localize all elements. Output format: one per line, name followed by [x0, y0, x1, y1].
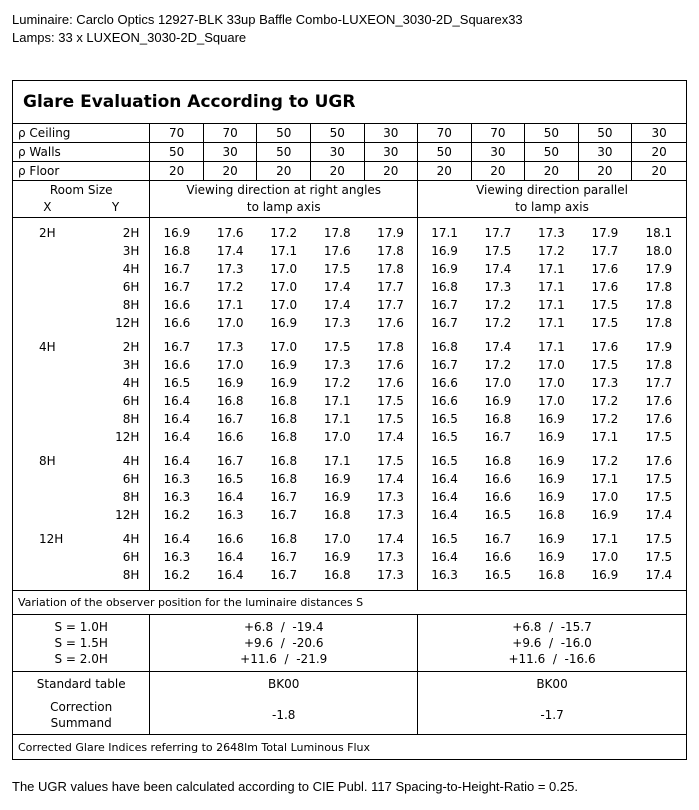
room-y-label: 3H: [122, 244, 140, 258]
ugr-value: 17.0: [216, 316, 244, 330]
ugr-value: 16.4: [150, 428, 204, 446]
y-label: Y: [111, 200, 120, 214]
reflectance-value: 20: [310, 162, 364, 181]
ugr-value: 16.4: [418, 470, 472, 488]
reflectance-value: 50: [525, 124, 579, 143]
ugr-value: 17.7: [377, 280, 404, 294]
ugr-value: 17.6: [216, 226, 244, 240]
ugr-value: 16.8: [538, 508, 565, 522]
ugr-value: 16.2: [150, 566, 204, 584]
ugr-value: 16.9: [538, 490, 565, 504]
ugr-value: 17.6: [377, 358, 404, 372]
reflectance-value: 50: [150, 143, 204, 162]
room-y-label: 6H: [122, 550, 140, 564]
ugr-value: 16.9: [323, 472, 351, 486]
room-y-label: 8H: [122, 568, 140, 582]
ugr-value: 16.8: [216, 394, 244, 408]
room-y-label: 4H: [122, 454, 140, 468]
ugr-value: 17.2: [216, 280, 244, 294]
ugr-value: 16.9: [270, 376, 298, 390]
luminaire-label: Luminaire: Carclo Optics 12927-BLK 33up Baffle Combo-LUXEON_3030-2D_Squarex33: [12, 12, 523, 27]
ugr-value: 16.6: [150, 356, 204, 374]
calculation-note: The UGR values have been calculated according to CIE Publ. 117 Spacing-to-Height-Ratio = 0.25.: [12, 779, 578, 794]
ugr-value: 16.7: [418, 356, 472, 374]
ugr-value: 17.5: [377, 394, 404, 408]
variation-right-angles: +9.6 / -20.6: [150, 635, 418, 651]
ugr-value: 16.6: [216, 532, 244, 546]
ugr-value: 16.9: [216, 376, 244, 390]
x-label: X: [43, 200, 52, 214]
ugr-value: 17.6: [645, 412, 673, 426]
ugr-value: 16.7: [216, 412, 244, 426]
ugr-value: 17.0: [538, 376, 565, 390]
ugr-value: 16.8: [270, 394, 298, 408]
ugr-value: 16.9: [418, 260, 472, 278]
ugr-value: 16.3: [216, 508, 244, 522]
ugr-value: 16.9: [538, 412, 565, 426]
correction-parallel: -1.7: [418, 696, 687, 735]
variation-parallel: +9.6 / -16.0: [418, 635, 687, 651]
ugr-value: 17.1: [323, 394, 351, 408]
ugr-value: 17.3: [377, 568, 404, 582]
room-size-label: Room Size: [49, 183, 113, 197]
ugr-value: 16.8: [418, 338, 472, 356]
reflectance-value: 50: [578, 124, 632, 143]
ugr-value: 17.1: [538, 262, 565, 276]
ugr-value: 17.8: [645, 358, 673, 372]
ugr-value: 17.8: [377, 244, 404, 258]
ugr-value: 16.9: [323, 490, 351, 504]
ugr-value: 17.4: [323, 280, 351, 294]
ugr-value: 17.2: [484, 298, 512, 312]
reflectance-value: 70: [203, 124, 257, 143]
ugr-value: 16.7: [270, 508, 298, 522]
reflectance-value: 20: [525, 162, 579, 181]
reflectance-value: 20: [257, 162, 311, 181]
direction-right-angles-header: [150, 181, 418, 218]
ugr-value: 17.3: [377, 508, 404, 522]
reflectance-value: 50: [257, 143, 311, 162]
ugr-value: 17.3: [591, 376, 619, 390]
ugr-value: 16.8: [484, 454, 512, 468]
ugr-value: 16.5: [418, 530, 472, 548]
ugr-value: 17.3: [484, 280, 512, 294]
lamps-label: Lamps: 33 x LUXEON_3030-2D_Square: [12, 30, 247, 45]
ugr-value: 16.4: [418, 506, 472, 524]
variation-right-angles: +11.6 / -21.9: [150, 651, 418, 672]
direction-line: Viewing direction at right angles: [186, 183, 382, 197]
room-size-header: [13, 181, 150, 218]
variation-label: Variation of the observer position for the luminaire distances S: [13, 591, 687, 615]
room-x-label: 2H: [39, 226, 56, 240]
ugr-value: 16.8: [484, 412, 512, 426]
reflectance-label: ρ Floor: [13, 162, 150, 181]
ugr-value: 17.0: [216, 358, 244, 372]
ugr-value: 17.6: [377, 376, 404, 390]
ugr-value: 16.6: [484, 472, 512, 486]
ugr-value: 16.4: [216, 568, 244, 582]
ugr-value: 17.1: [591, 472, 619, 486]
room-x-label: 8H: [39, 454, 56, 468]
ugr-value: 16.6: [418, 374, 472, 392]
reflectance-value: 20: [578, 162, 632, 181]
ugr-value: 17.3: [216, 340, 244, 354]
reflectance-value: 20: [203, 162, 257, 181]
ugr-value: 16.6: [484, 490, 512, 504]
ugr-value: 17.6: [591, 280, 619, 294]
ugr-value: 18.1: [645, 226, 673, 240]
ugr-value: 17.3: [377, 490, 404, 504]
ugr-value: 16.8: [418, 278, 472, 296]
ugr-value: 16.9: [591, 508, 619, 522]
reflectance-value: 30: [471, 143, 525, 162]
ugr-value: 17.6: [377, 316, 404, 330]
ugr-value: 17.1: [323, 454, 351, 468]
ugr-value: 17.9: [645, 340, 673, 354]
ugr-value: 16.5: [484, 568, 512, 582]
ugr-value: 17.1: [538, 340, 565, 354]
ugr-value: 16.8: [270, 532, 298, 546]
ugr-value: 16.7: [150, 278, 204, 296]
ugr-value: 17.1: [270, 244, 298, 258]
correction-line: Correction: [50, 700, 113, 714]
reflectance-value: 30: [310, 143, 364, 162]
ugr-value: 16.7: [216, 454, 244, 468]
room-x-label: 12H: [39, 532, 64, 546]
reflectance-value: 50: [310, 124, 364, 143]
reflectance-value: 30: [364, 143, 418, 162]
ugr-value: 17.5: [645, 430, 673, 444]
ugr-value: 16.9: [538, 472, 565, 486]
reflectance-value: 20: [632, 162, 687, 181]
ugr-value: 17.6: [591, 340, 619, 354]
ugr-value: 17.3: [216, 262, 244, 276]
ugr-value: 16.8: [270, 454, 298, 468]
ugr-value: 17.3: [538, 226, 565, 240]
ugr-value: 17.1: [591, 532, 619, 546]
ugr-value: 16.9: [591, 568, 619, 582]
ugr-value: 16.9: [484, 394, 512, 408]
ugr-value: 16.3: [150, 470, 204, 488]
ugr-value: 16.8: [323, 508, 351, 522]
ugr-value: 16.7: [270, 568, 298, 582]
ugr-value: 17.3: [323, 358, 351, 372]
room-y-label: 8H: [122, 490, 140, 504]
room-x-label: 4H: [39, 340, 56, 354]
ugr-value: 17.0: [270, 262, 298, 276]
reflectance-value: 70: [471, 124, 525, 143]
ugr-value: 17.2: [591, 412, 619, 426]
ugr-value: 16.4: [150, 530, 204, 548]
ugr-value: 17.8: [645, 298, 673, 312]
ugr-value: 17.0: [538, 394, 565, 408]
ugr-value: 17.2: [484, 358, 512, 372]
ugr-value: 16.9: [538, 454, 565, 468]
ugr-value: 16.7: [270, 550, 298, 564]
ugr-value: 16.9: [418, 242, 472, 260]
ugr-value: 17.5: [323, 340, 351, 354]
ugr-value: 17.4: [216, 244, 244, 258]
ugr-value: 16.5: [150, 374, 204, 392]
ugr-value: 16.7: [418, 296, 472, 314]
ugr-value: 16.8: [323, 568, 351, 582]
ugr-value: 16.7: [270, 490, 298, 504]
room-y-label: 2H: [122, 340, 140, 354]
ugr-value: 16.6: [418, 392, 472, 410]
ugr-value: 17.6: [645, 394, 673, 408]
room-y-label: 12H: [115, 430, 140, 444]
ugr-value: 16.4: [216, 490, 244, 504]
ugr-value: 17.5: [591, 358, 619, 372]
ugr-value: 17.5: [377, 412, 404, 426]
ugr-value: 17.3: [323, 316, 351, 330]
ugr-value: 16.3: [418, 566, 472, 584]
ugr-value: 17.5: [645, 550, 673, 564]
ugr-value: 17.5: [591, 298, 619, 312]
ugr-value: 17.4: [645, 508, 673, 522]
ugr-value: 16.3: [150, 548, 204, 566]
ugr-value: 16.4: [418, 548, 472, 566]
ugr-value: 16.8: [270, 472, 298, 486]
ugr-value: 17.0: [591, 490, 619, 504]
reflectance-value: 30: [203, 143, 257, 162]
variation-parallel: +6.8 / -15.7: [418, 615, 687, 636]
xy-labels: [13, 199, 149, 216]
ugr-value: 16.5: [216, 472, 244, 486]
room-y-label: 4H: [122, 532, 140, 546]
ugr-value: 16.4: [150, 392, 204, 410]
ugr-value: 16.7: [150, 260, 204, 278]
ugr-value: 17.5: [645, 532, 673, 546]
ugr-value: 16.6: [216, 430, 244, 444]
room-y-label: 8H: [122, 298, 140, 312]
ugr-value: 17.8: [377, 262, 404, 276]
reflectance-value: 20: [418, 162, 472, 181]
ugr-value: 17.0: [323, 430, 351, 444]
ugr-value: 16.6: [150, 314, 204, 332]
standard-table-label: Standard table: [13, 672, 150, 697]
ugr-value: 16.8: [270, 430, 298, 444]
ugr-value: 17.0: [270, 280, 298, 294]
reflectance-value: 50: [257, 124, 311, 143]
ugr-value: 17.9: [377, 226, 404, 240]
spacing-label: S = 1.0H: [13, 615, 150, 636]
direction-parallel-header: [418, 181, 687, 218]
ugr-value: 17.4: [484, 340, 512, 354]
reflectance-value: 30: [578, 143, 632, 162]
direction-line: to lamp axis: [246, 200, 321, 214]
ugr-value: 16.8: [150, 242, 204, 260]
ugr-value: 17.8: [323, 226, 351, 240]
reflectance-value: 20: [150, 162, 204, 181]
ugr-value: 17.1: [323, 412, 351, 426]
room-y-label: 8H: [122, 412, 140, 426]
ugr-value: 17.7: [484, 226, 512, 240]
ugr-value: 17.2: [323, 376, 351, 390]
ugr-value: 17.1: [591, 430, 619, 444]
ugr-value: 17.0: [484, 376, 512, 390]
flux-footer: Corrected Glare Indices referring to 2648lm Total Luminous Flux: [13, 735, 687, 760]
ugr-value: 16.4: [216, 550, 244, 564]
ugr-value: 17.2: [538, 244, 565, 258]
ugr-value: 17.2: [591, 394, 619, 408]
ugr-value: 17.6: [323, 244, 351, 258]
ugr-value: 16.9: [538, 550, 565, 564]
ugr-value: 16.4: [150, 452, 204, 470]
ugr-value: 16.4: [150, 410, 204, 428]
ugr-value: 16.2: [150, 506, 204, 524]
reflectance-value: 20: [471, 162, 525, 181]
room-y-label: 6H: [122, 394, 140, 408]
ugr-value: 17.0: [538, 358, 565, 372]
room-y-label: 12H: [115, 316, 140, 330]
ugr-value: 16.6: [484, 550, 512, 564]
reflectance-value: 20: [632, 143, 687, 162]
ugr-value: 16.8: [270, 412, 298, 426]
reflectance-label: ρ Walls: [13, 143, 150, 162]
ugr-value: 17.8: [377, 340, 404, 354]
ugr-value: 16.5: [484, 508, 512, 522]
ugr-value: 16.9: [538, 532, 565, 546]
ugr-value: 16.9: [150, 224, 204, 242]
ugr-value: 16.5: [418, 428, 472, 446]
ugr-value: 16.7: [150, 338, 204, 356]
room-y-label: 4H: [122, 262, 140, 276]
room-y-label: 2H: [122, 226, 140, 240]
ugr-value: 17.4: [377, 430, 404, 444]
ugr-value: 17.8: [645, 280, 673, 294]
reflectance-value: 50: [525, 143, 579, 162]
room-y-label: 4H: [122, 376, 140, 390]
direction-line: Viewing direction parallel: [476, 183, 628, 197]
ugr-value: 16.5: [418, 410, 472, 428]
ugr-value: 17.5: [377, 454, 404, 468]
ugr-value: 17.5: [645, 490, 673, 504]
correction-summand-label: [13, 696, 150, 735]
reflectance-value: 30: [632, 124, 687, 143]
ugr-value: 17.4: [484, 262, 512, 276]
ugr-value: 17.7: [377, 298, 404, 312]
variation-parallel: +11.6 / -16.6: [418, 651, 687, 672]
ugr-value: 17.1: [216, 298, 244, 312]
ugr-value: 16.7: [484, 532, 512, 546]
ugr-value: 17.1: [538, 280, 565, 294]
variation-right-angles: +6.8 / -19.4: [150, 615, 418, 636]
standard-table-parallel: BK00: [418, 672, 687, 697]
ugr-value: 16.4: [418, 488, 472, 506]
ugr-value: 17.6: [591, 262, 619, 276]
ugr-value: 16.8: [538, 568, 565, 582]
ugr-value: 17.6: [645, 454, 673, 468]
ugr-value: 17.5: [645, 472, 673, 486]
ugr-value: 17.5: [591, 316, 619, 330]
ugr-value: 17.1: [538, 316, 565, 330]
room-y-label: 12H: [115, 508, 140, 522]
room-y-label: 3H: [122, 358, 140, 372]
ugr-value: 16.9: [270, 316, 298, 330]
ugr-value: 17.0: [270, 298, 298, 312]
ugr-value: 17.1: [538, 298, 565, 312]
ugr-value: 17.8: [645, 316, 673, 330]
room-y-label: 6H: [122, 472, 140, 486]
ugr-value: 16.9: [323, 550, 351, 564]
ugr-value: 17.5: [484, 244, 512, 258]
reflectance-value: 70: [418, 124, 472, 143]
ugr-value: 17.9: [591, 226, 619, 240]
ugr-value: 18.0: [645, 244, 673, 258]
ugr-value: 17.2: [484, 316, 512, 330]
correction-right-angles: -1.8: [150, 696, 418, 735]
spacing-label: S = 1.5H: [54, 636, 108, 650]
ugr-value: 16.5: [418, 452, 472, 470]
standard-table-right-angles: BK00: [150, 672, 418, 697]
ugr-value: 16.7: [484, 430, 512, 444]
ugr-value: 17.0: [270, 340, 298, 354]
ugr-value: 17.5: [323, 262, 351, 276]
ugr-value: 17.3: [377, 550, 404, 564]
ugr-value: 16.6: [150, 296, 204, 314]
ugr-value: 17.4: [323, 298, 351, 312]
room-y-label: 6H: [122, 280, 140, 294]
ugr-table: [12, 80, 687, 760]
reflectance-value: 20: [364, 162, 418, 181]
ugr-value: 16.7: [418, 314, 472, 332]
ugr-value: 16.3: [150, 488, 204, 506]
spacing-label: S = 2.0H: [54, 652, 108, 666]
ugr-value: 17.4: [377, 532, 404, 546]
reflectance-value: 70: [150, 124, 204, 143]
reflectance-value: 50: [418, 143, 472, 162]
correction-line: Summand: [50, 716, 112, 730]
ugr-value: 17.7: [645, 376, 673, 390]
direction-line: to lamp axis: [515, 200, 589, 214]
ugr-value: 17.4: [645, 568, 673, 582]
ugr-value: 17.1: [418, 224, 472, 242]
ugr-value: 17.0: [323, 532, 351, 546]
ugr-value: 17.7: [591, 244, 619, 258]
ugr-value: 17.2: [591, 454, 619, 468]
ugr-value: 17.2: [270, 226, 298, 240]
ugr-value: 16.9: [538, 430, 565, 444]
ugr-value: 17.9: [645, 262, 673, 276]
ugr-value: 17.4: [377, 472, 404, 486]
ugr-value: 17.0: [591, 550, 619, 564]
ugr-value: 16.9: [270, 358, 298, 372]
table-title: Glare Evaluation According to UGR: [23, 92, 356, 112]
reflectance-label: ρ Ceiling: [13, 124, 150, 143]
reflectance-value: 30: [364, 124, 418, 143]
